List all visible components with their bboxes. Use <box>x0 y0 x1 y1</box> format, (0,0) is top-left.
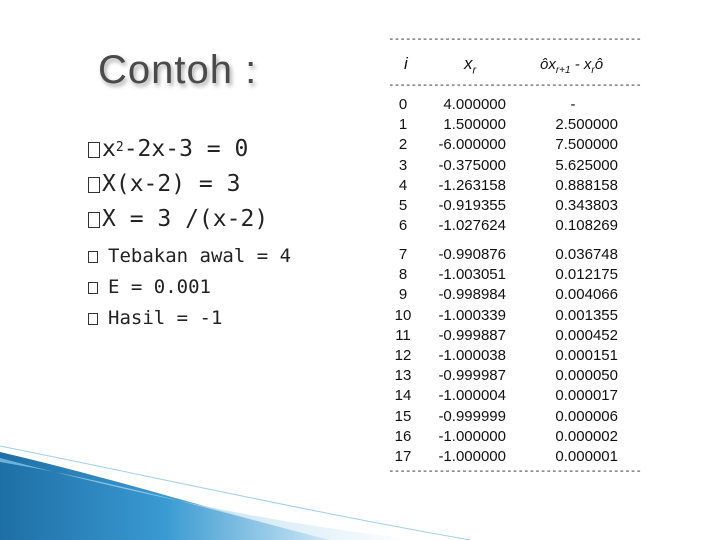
cell-i: 17 <box>394 448 412 465</box>
cell-i: 7 <box>398 246 408 263</box>
cell-diff: 2.500000 <box>555 116 618 134</box>
cell-diff: 0.000017 <box>555 387 618 405</box>
bullet-text: X(x-2) = 3 <box>102 171 241 197</box>
cell-xr: -1.000004 <box>438 387 506 405</box>
header-diff <box>540 56 603 76</box>
bullet-text: E = 0.001 <box>108 276 211 298</box>
cell-diff: 0.001355 <box>555 306 618 324</box>
bullet-box-icon <box>88 177 100 193</box>
cell-i: 1 <box>398 116 408 134</box>
header-diff-end: ô <box>594 56 604 73</box>
cell-i: 0 <box>398 96 408 113</box>
cell-i: 11 <box>395 326 411 344</box>
bullet-text: X = 3 /(x-2) <box>102 206 269 232</box>
cell-i: 15 <box>394 407 412 425</box>
header-xr <box>464 54 476 76</box>
cell-diff: 7.500000 <box>555 136 618 154</box>
cell-i: 2 <box>398 136 408 154</box>
cell-xr: -0.999887 <box>438 326 506 344</box>
bullet-iteration-formula <box>88 202 268 237</box>
equation-text-rest: -2x-3 = 0 <box>123 136 249 162</box>
bullet-text: Hasil = -1 <box>108 307 223 329</box>
cell-diff: 0.000151 <box>555 347 618 364</box>
cell-i: 4 <box>398 176 408 194</box>
sub-bullet-list <box>88 241 291 334</box>
table-rule-bottom: --------------------------------------------- <box>388 464 642 477</box>
header-diff-sub: r+1 <box>555 65 571 76</box>
cell-i: 8 <box>398 266 408 284</box>
header-diff-sub2: r <box>591 65 595 76</box>
bullet-equation: x $^2$ -2x-3 = 0 <box>88 132 268 167</box>
cell-diff: - <box>570 96 576 113</box>
cell-xr: -1.000339 <box>438 306 506 324</box>
bullet-box-icon <box>88 142 100 158</box>
sub-bullet-result <box>88 303 291 334</box>
bullet-box-icon <box>88 212 100 228</box>
cell-xr: -0.999999 <box>438 407 506 425</box>
cell-xr: -1.003051 <box>438 266 506 284</box>
cell-i: 9 <box>398 286 408 304</box>
cell-diff: 0.888158 <box>555 176 618 194</box>
cell-diff: 0.036748 <box>555 246 618 263</box>
cell-diff: 0.004066 <box>555 286 618 304</box>
sub-bullet-initial-guess <box>88 241 291 272</box>
cell-xr: -0.375000 <box>438 156 506 174</box>
cell-xr: -0.998984 <box>438 286 506 304</box>
bullet-box-icon <box>88 251 98 263</box>
cell-i: 12 <box>394 347 412 364</box>
decorative-swoosh <box>0 440 720 540</box>
cell-xr: -1.000038 <box>438 347 506 364</box>
cell-xr: -0.990876 <box>438 246 506 263</box>
cell-i: 16 <box>394 427 412 445</box>
cell-diff: 0.000452 <box>555 326 618 344</box>
table-rule-top: --------------------------------------------- <box>388 32 642 45</box>
cell-diff: 0.012175 <box>555 266 618 284</box>
cell-i: 6 <box>398 217 408 235</box>
bullet-box-icon <box>88 313 98 325</box>
cell-diff: 5.625000 <box>555 156 618 174</box>
cell-diff: 0.000050 <box>555 367 618 385</box>
equation-text: x <box>102 136 116 162</box>
cell-xr: -0.999987 <box>438 367 506 385</box>
cell-xr: -1.000000 <box>438 448 506 465</box>
bullet-rearranged <box>88 167 268 202</box>
cell-xr: 4.000000 <box>443 96 506 113</box>
header-diff-mid: - x <box>570 56 592 73</box>
cell-i: 14 <box>394 387 412 405</box>
bullet-text: Tebakan awal = 4 <box>108 245 292 267</box>
cell-xr: -1.263158 <box>438 176 506 194</box>
table-rule-header: --------------------------------------------- <box>388 78 642 91</box>
sub-bullet-tolerance <box>88 272 291 303</box>
header-diff-text: ôx <box>540 56 556 73</box>
cell-i: 3 <box>398 156 408 174</box>
cell-diff: 0.000001 <box>555 448 618 465</box>
cell-xr: -6.000000 <box>438 136 506 154</box>
cell-diff: 0.343803 <box>555 197 618 214</box>
cell-i: 10 <box>394 306 412 324</box>
main-bullet-list <box>88 132 268 237</box>
cell-diff: 0.108269 <box>555 217 618 235</box>
header-xr-text: x <box>464 54 473 73</box>
header-i: i <box>404 54 408 73</box>
header-xr-sub: r <box>472 64 477 77</box>
cell-i: 13 <box>394 367 412 385</box>
cell-i: 5 <box>398 197 408 214</box>
cell-xr: 1.500000 <box>443 116 506 134</box>
bullet-box-icon <box>88 282 98 294</box>
cell-diff: 0.000006 <box>555 407 618 425</box>
slide-title: Contoh : <box>98 48 258 92</box>
cell-xr: -1.000000 <box>438 427 506 445</box>
cell-xr: -0.919355 <box>438 197 506 214</box>
cell-diff: 0.000002 <box>555 427 618 445</box>
cell-xr: -1.027624 <box>438 217 506 235</box>
